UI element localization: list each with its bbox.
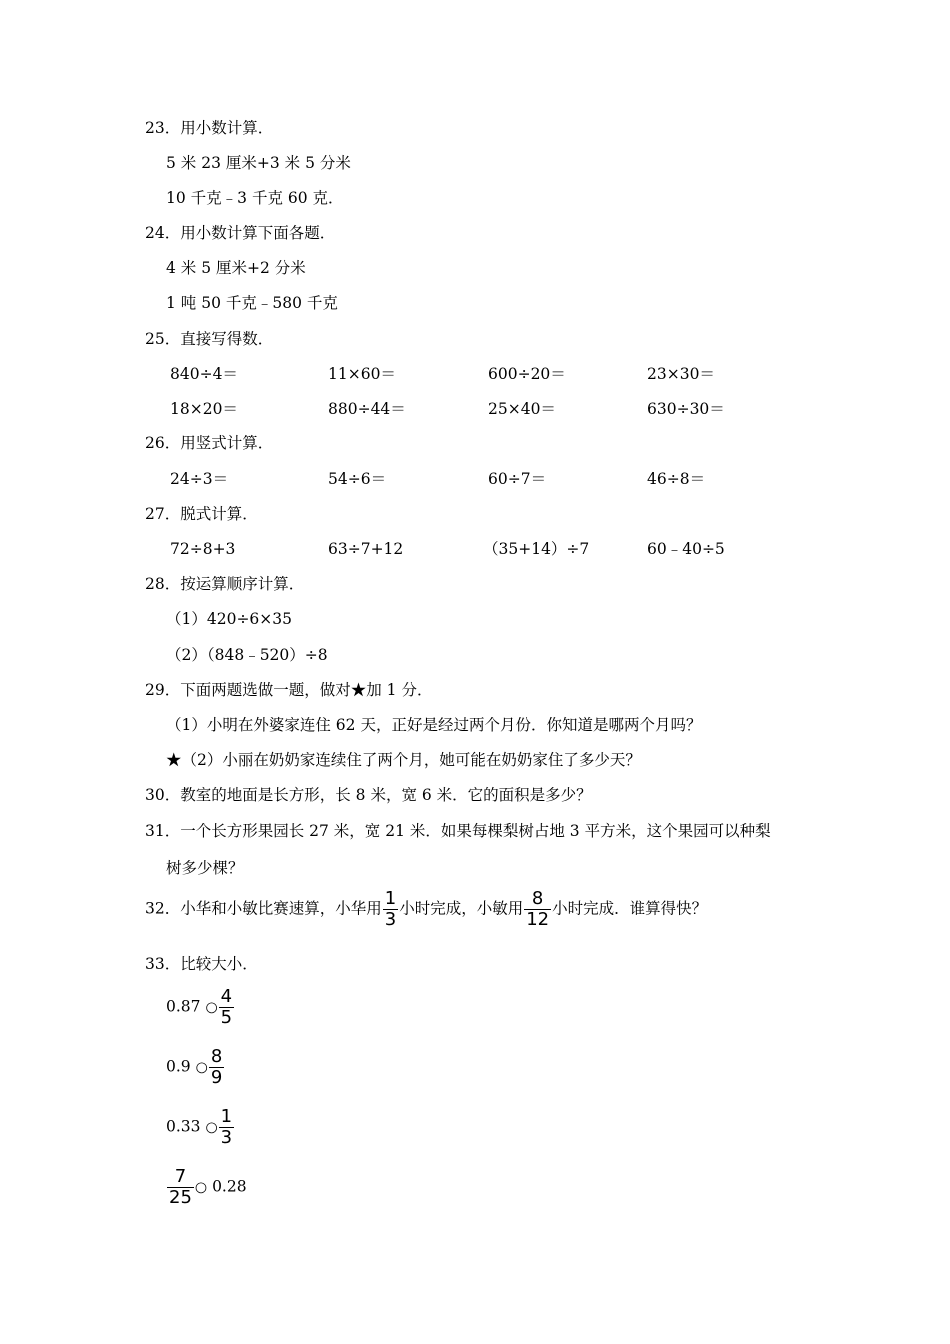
q33-title: 33．比较大小． [145,955,258,973]
comparison-circle-icon[interactable]: ○ [194,1179,208,1196]
q32-fraction-2 [524,890,551,929]
q32-text-2: 小时完成，小敏用 [399,899,524,918]
q28-line2: （2）（848﹣520）÷8 [166,646,328,664]
q25-item: 18×20＝ [170,400,238,418]
q32-frac2-denominator: 12 [526,909,550,930]
q26-item: 54÷6＝ [328,470,387,488]
q26-item: 24÷3＝ [170,470,229,488]
q28-title: 28．按运算顺序计算． [145,575,305,593]
q29-title: 29．下面两题选做一题，做对★加 1 分． [145,681,433,699]
q33-c4-decimal: 0.28 [212,1177,247,1196]
q32-text-3: 小时完成．谁算得快？ [552,899,708,918]
q33-c2-decimal: 0.9 [166,1057,191,1076]
q23-line1: 5 米 23 厘米+3 米 5 分米 [166,154,351,172]
q32-frac2-numerator: 8 [531,888,544,909]
q26-item: 60÷7＝ [488,470,547,488]
q33-compare-2 [166,1048,225,1087]
q33-c2-fraction [209,1048,224,1087]
q29-line1: （1）小明在外婆家连住 62 天，正好是经过两个月份．你知道是哪两个月吗？ [166,716,702,734]
q27-item: 60﹣40÷5 [647,540,725,558]
q31-line2: 树多少棵？ [166,859,244,877]
q33-c4-denominator: 25 [169,1187,192,1208]
q24-title: 24．用小数计算下面各题． [145,224,336,242]
q33-c2-numerator: 8 [210,1046,223,1067]
q25-item: 880÷44＝ [328,400,406,418]
q33-c4-numerator: 7 [174,1166,187,1187]
q25-item: 23×30＝ [647,365,715,383]
q25-item: 11×60＝ [328,365,396,383]
q31-line1: 31．一个长方形果园长 27 米，宽 21 米．如果每棵梨树占地 3 平方米，这个果园可以种梨 [145,822,771,840]
q33-c1-fraction [219,988,234,1027]
q33-c2-denominator: 9 [210,1067,223,1088]
q33-c3-decimal: 0.33 [166,1117,201,1136]
q32-question [145,890,707,929]
q28-line1: （1）420÷6×35 [166,610,293,628]
q25-title: 25．直接写得数． [145,330,274,348]
q25-item: 630÷30＝ [647,400,725,418]
q32-frac1-numerator: 1 [384,888,397,909]
q27-item: （35+14）÷7 [483,540,590,558]
comparison-circle-icon[interactable]: ○ [205,999,218,1016]
q23-line2: 10 千克﹣3 千克 60 克． [166,189,344,207]
comparison-circle-icon[interactable]: ○ [195,1059,208,1076]
q32-fraction-1 [383,890,398,929]
q33-c4-fraction [167,1168,194,1207]
q33-compare-1 [166,988,235,1027]
comparison-circle-icon[interactable]: ○ [205,1119,218,1136]
q25-item: 25×40＝ [488,400,556,418]
q32-frac1-denominator: 3 [384,909,397,930]
q23-title: 23．用小数计算． [145,119,274,137]
q27-item: 72÷8+3 [170,540,236,558]
q24-line1: 4 米 5 厘米+2 分米 [166,259,306,277]
q32-text-1: 32．小华和小敏比赛速算，小华用 [145,899,382,918]
q24-line2: 1 吨 50 千克﹣580 千克 [166,294,338,312]
q25-item: 840÷4＝ [170,365,238,383]
q33-compare-3 [166,1108,235,1147]
q26-title: 26．用竖式计算． [145,434,274,452]
q33-c1-numerator: 4 [220,986,233,1007]
q33-c3-fraction [219,1108,234,1147]
q30-title: 30．教室的地面是长方形，长 8 米，宽 6 米．它的面积是多少？ [145,786,592,804]
q33-c3-denominator: 3 [220,1127,233,1148]
q26-item: 46÷8＝ [647,470,706,488]
q33-c3-numerator: 1 [220,1106,233,1127]
q33-c1-denominator: 5 [220,1007,233,1028]
q33-c1-decimal: 0.87 [166,997,201,1016]
q33-compare-4 [166,1168,247,1207]
q29-line2: ★（2）小丽在奶奶家连续住了两个月，她可能在奶奶家住了多少天？ [166,751,641,769]
q27-item: 63÷7+12 [328,540,404,558]
q25-item: 600÷20＝ [488,365,566,383]
q27-title: 27．脱式计算． [145,505,258,523]
